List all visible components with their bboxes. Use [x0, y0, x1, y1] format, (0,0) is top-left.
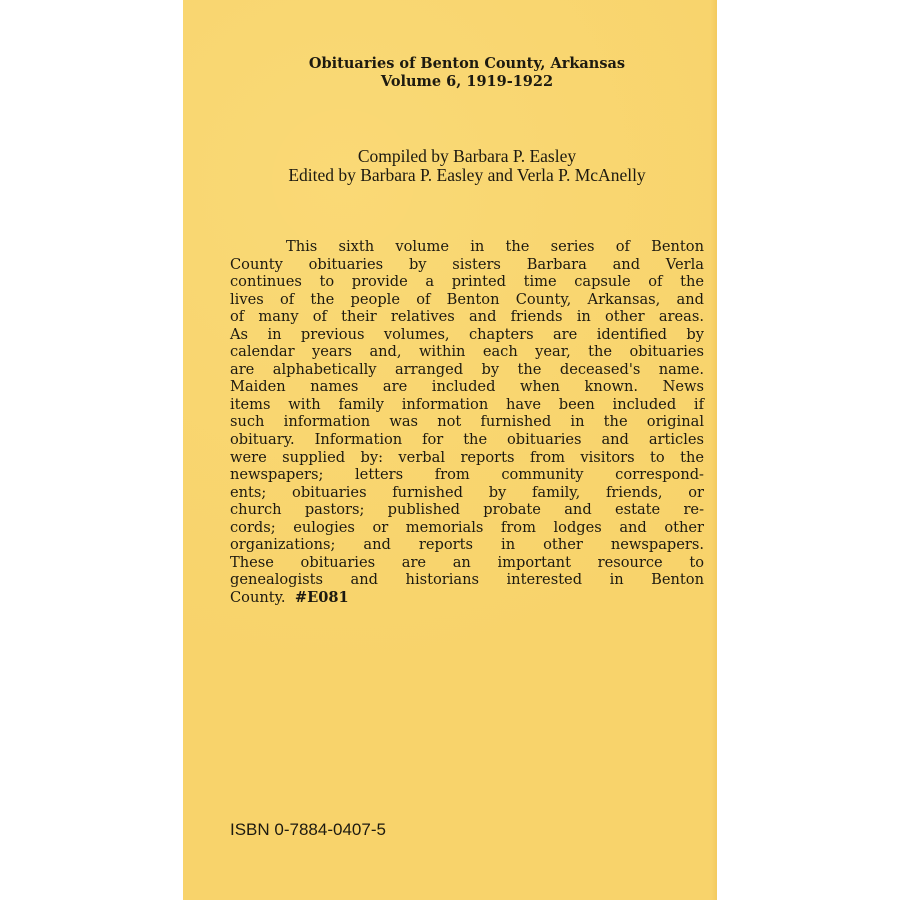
description-line: of many of their relatives and friends in other areas.: [230, 308, 704, 326]
description-line: County.: [230, 588, 286, 606]
description-line: organizations; and reports in other newspapers.: [230, 536, 704, 554]
description-line: ents; obituaries furnished by family, friends, or: [230, 483, 704, 501]
description-line: cords; eulogies or memorials from lodges and other: [230, 518, 704, 536]
description-line: County obituaries by sisters Barbara and Verla: [230, 255, 704, 273]
credits: [183, 147, 751, 185]
description-line: are alphabetically arranged by the deceased's name.: [230, 360, 704, 378]
description-line: This sixth volume in the series of Benton: [286, 238, 704, 255]
description: [230, 238, 704, 606]
description-line: were supplied by: verbal reports from visitors to the: [230, 448, 704, 466]
description-line: These obituaries are an important resource to: [230, 553, 704, 571]
volume-line: Volume 6, 1919-1922: [380, 73, 554, 90]
isbn: ISBN 0-7884-0407-5: [230, 820, 386, 839]
edited-by: Edited by Barbara P. Easley and Verla P. McAnelly: [288, 165, 646, 185]
description-line: Maiden names are included when known. News: [230, 378, 704, 396]
title-line: Obituaries of Benton County, Arkansas: [308, 55, 626, 72]
description-line: newspapers; letters from community correspond-: [230, 466, 704, 484]
compiled-by: Compiled by Barbara P. Easley: [357, 146, 577, 166]
description-line: lives of the people of Benton County, Arkansas, and: [230, 290, 704, 308]
description-line: such information was not furnished in the original: [230, 413, 704, 431]
description-line: church pastors; published probate and estate re-: [230, 501, 704, 519]
description-line: obituary. Information for the obituaries and articles: [230, 431, 704, 449]
description-line: genealogists and historians interested in Benton: [230, 571, 704, 589]
catalog-code: #E081: [294, 588, 349, 606]
description-line: items with family information have been included if: [230, 395, 704, 413]
description-line: continues to provide a printed time capsule of the: [230, 273, 704, 291]
cover-edge: [711, 0, 717, 900]
book-title: [183, 55, 751, 91]
description-last-line: [230, 589, 704, 607]
book-back-cover: [183, 0, 717, 900]
description-line: As in previous volumes, chapters are identified by: [230, 325, 704, 343]
description-line: calendar years and, within each year, the obituaries: [230, 343, 704, 361]
